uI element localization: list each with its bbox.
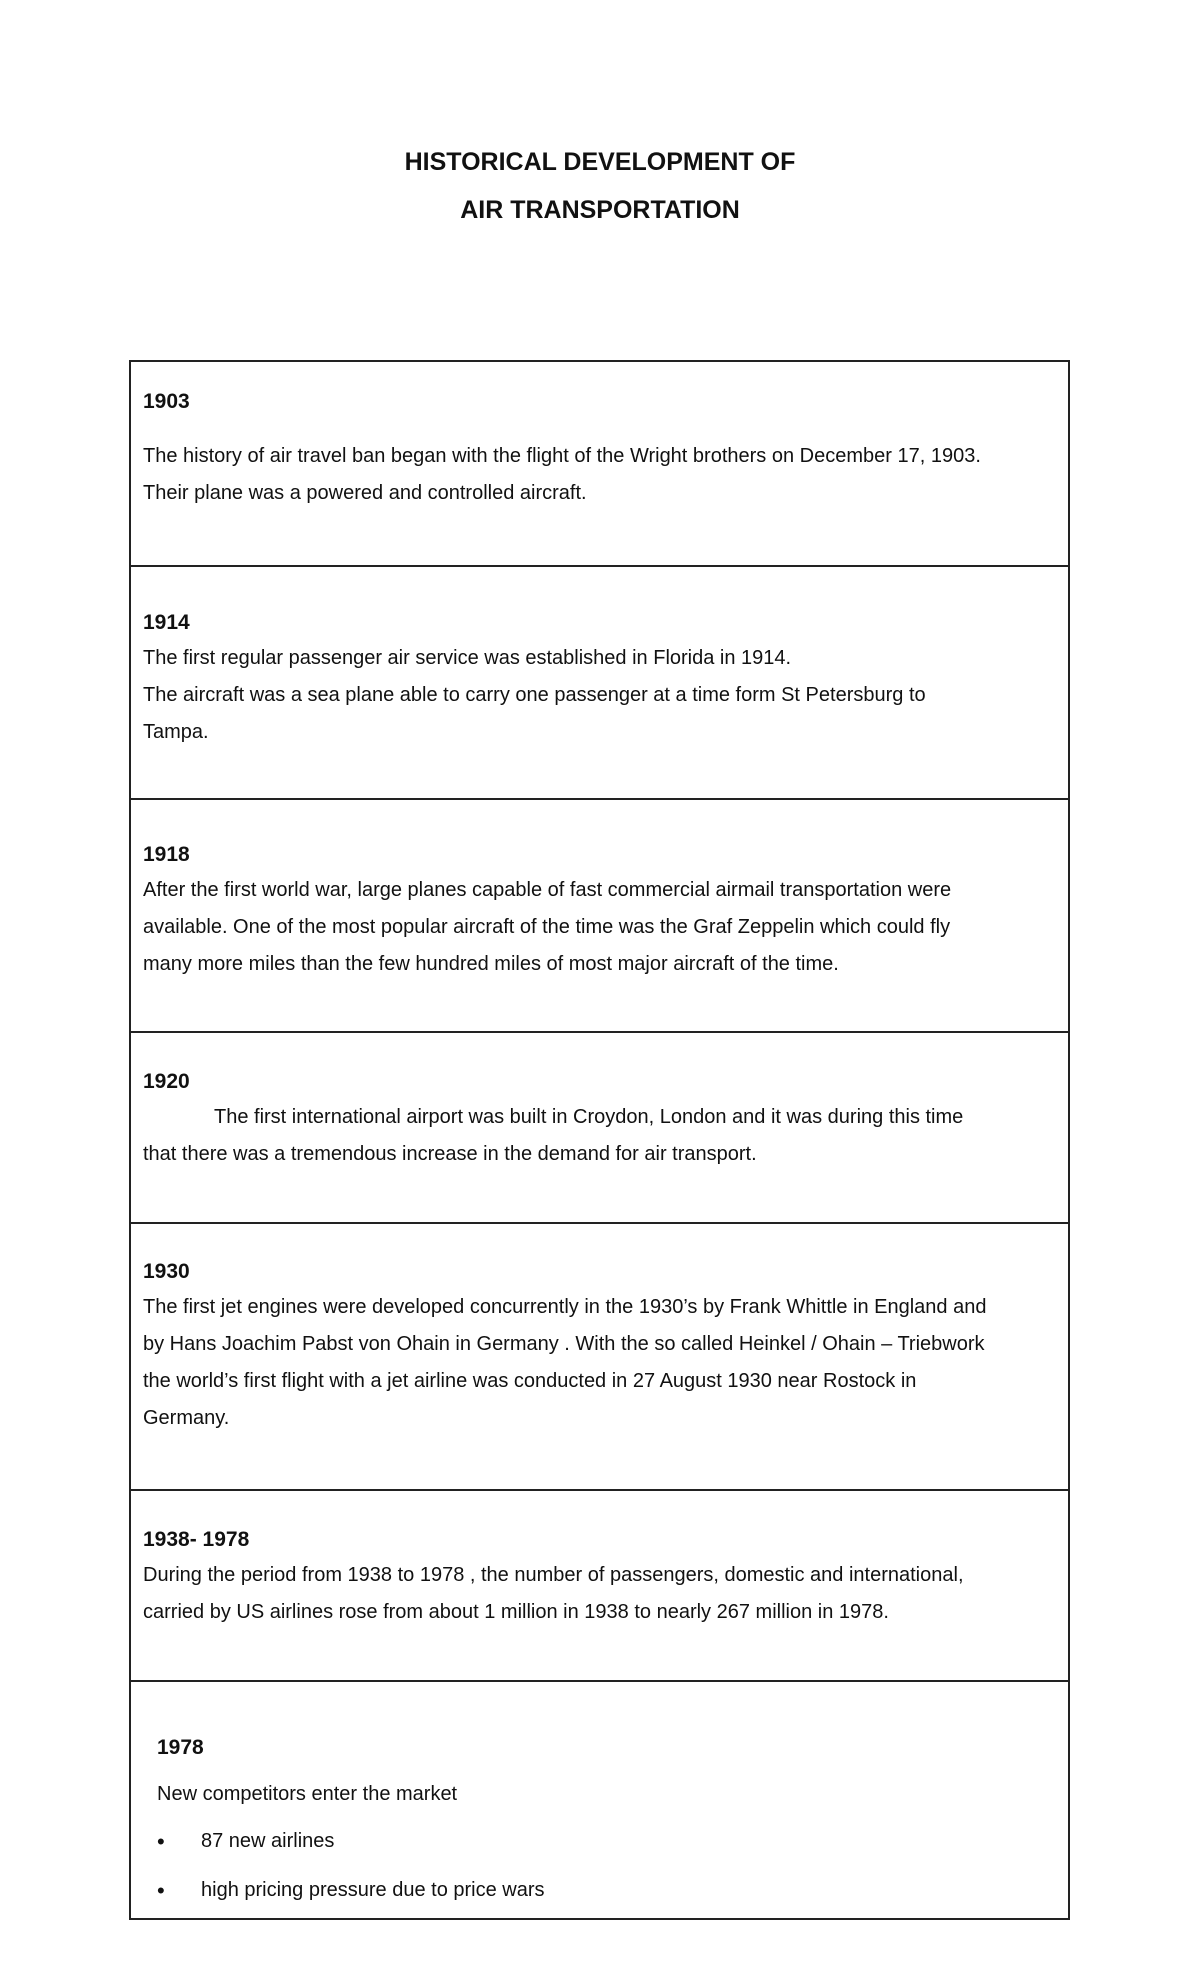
timeline-entry-1978 [131,1682,1068,1918]
timeline-entry-1914 [131,567,1068,800]
entry-year: 1930 [143,1260,190,1283]
entry-year: 1918 [143,843,190,866]
entry-text-line: carried by US airlines rose from about 1 million in 1938 to nearly 267 million in 1978. [143,1601,889,1623]
entry-text-line: The first jet engines were developed concurrently in the 1930’s by Frank Whittle in England and [143,1296,987,1318]
entry-year: 1903 [143,390,190,413]
timeline-entry-1930 [131,1224,1068,1491]
list-item [157,1866,1056,1915]
entry-text-line: Tampa. [143,721,209,743]
entry-text-line: The history of air travel ban began with the flight of the Wright brothers on December 17, 1903. [143,445,981,467]
bullet-list [157,1817,1056,1915]
entry-intro: New competitors enter the market [157,1783,458,1805]
entry-text-line: After the first world war, large planes capable of fast commercial airmail transportation were [143,879,952,901]
list-item [157,1817,1056,1866]
timeline-table [129,360,1070,1920]
entry-text-line: The first regular passenger air service was established in Florida in 1914. [143,647,792,669]
timeline-entry-1918 [131,800,1068,1033]
bullet-icon: • [157,1829,165,1854]
entry-text [143,640,1056,751]
entry-text-line: During the period from 1938 to 1978 , the number of passengers, domestic and international, [143,1564,964,1586]
entry-text [143,1289,1056,1437]
list-item-text: high pricing pressure due to price wars [201,1879,545,1901]
bullet-icon: • [157,1878,165,1903]
entry-year: 1920 [143,1070,190,1093]
entry-text-line: many more miles than the few hundred miles of most major aircraft of the time. [143,953,839,975]
timeline-entry-1903 [131,362,1068,567]
entry-text-line: the world’s first flight with a jet airline was conducted in 27 August 1930 near Rostock in [143,1370,917,1392]
title-line-2: AIR TRANSPORTATION [460,196,740,224]
entry-text [143,1099,1056,1173]
entry-year: 1938- 1978 [143,1528,250,1551]
entry-text-line: Germany. [143,1407,230,1429]
entry-text [143,438,1056,512]
entry-text-line: The aircraft was a sea plane able to carry one passenger at a time form St Petersburg to [143,684,926,706]
entry-text-line: available. One of the most popular aircraft of the time was the Graf Zeppelin which could fly [143,916,951,938]
title-line-1: HISTORICAL DEVELOPMENT OF [404,148,796,176]
timeline-entry-1920 [131,1033,1068,1224]
entry-year: 1978 [157,1736,204,1759]
entry-text-line: that there was a tremendous increase in the demand for air transport. [143,1143,757,1165]
list-item-text: 87 new airlines [201,1830,335,1852]
entry-text-line: Their plane was a powered and controlled aircraft. [143,482,587,504]
entry-text-line: The first international airport was built in Croydon, London and it was during this time [214,1106,964,1128]
entry-text [143,872,1056,983]
entry-text [143,1557,1056,1631]
document-title [0,138,1200,234]
timeline-entry-1938-1978 [131,1491,1068,1682]
entry-text-line: by Hans Joachim Pabst von Ohain in Germany . With the so called Heinkel / Ohain – Triebwork [143,1333,985,1355]
entry-year: 1914 [143,611,190,634]
